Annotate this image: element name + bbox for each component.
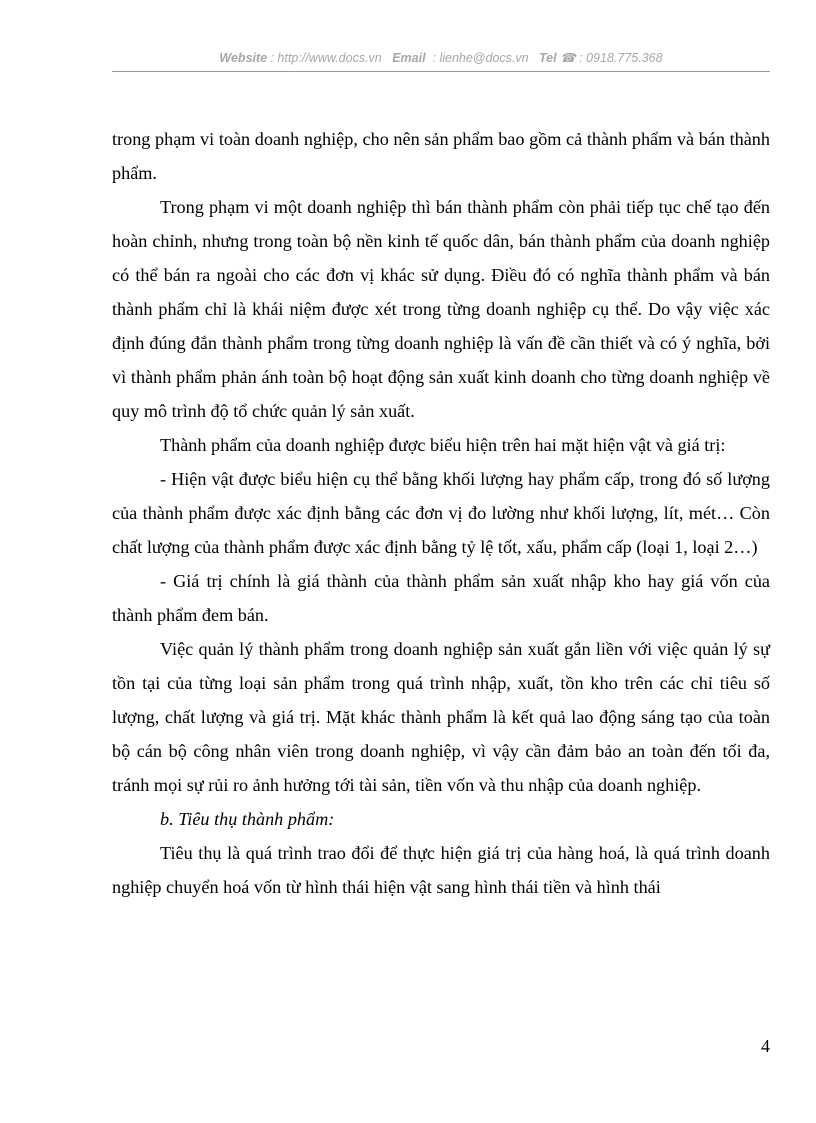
- paragraph: Việc quản lý thành phẩm trong doanh nghiệp sản xuất gắn liền với việc quản lý sự tồn tại của từng loại sản phẩm trong quá trình nhập, xuất, tồn kho trên các chỉ tiêu số lượng, chất lượng và giá trị. Mặt khác thành phẩm là kết quả lao động sáng tạo của toàn bộ cán bộ công nhân viên trong doanh nghiệp, vì vậy cần đảm bảo an toàn đến tối đa, tránh mọi sự rủi ro ảnh hưởng tới tài sản, tiền vốn và thu nhập của doanh nghiệp.: [112, 639, 770, 795]
- list-item: - Giá trị chính là giá thành của thành phẩm sản xuất nhập kho hay giá vốn của thành phẩm đem bán.: [112, 571, 770, 625]
- section-heading: b. Tiêu thụ thành phẩm:: [160, 809, 335, 829]
- paragraph: Tiêu thụ là quá trình trao đổi để thực hiện giá trị của hàng hoá, là quá trình doanh nghiệp chuyển hoá vốn từ hình thái hiện vật sang hình thái tiền và hình thái: [112, 843, 770, 897]
- body-text: [112, 122, 770, 904]
- website-url: : http://www.docs.vn: [270, 51, 382, 65]
- tel-number: : 0918.775.368: [579, 51, 663, 65]
- paragraph: trong phạm vi toàn doanh nghiệp, cho nên sản phẩm bao gồm cả thành phẩm và bán thành phẩm.: [112, 129, 770, 183]
- website-label: Website: [219, 51, 268, 65]
- paragraph: Trong phạm vi một doanh nghiệp thì bán thành phẩm còn phải tiếp tục chế tạo đến hoàn chỉnh, nhưng trong toàn bộ nền kinh tế quốc dân, bán thành phẩm của doanh nghiệp có thể bán ra ngoài cho các đơn vị khác sử dụng. Điều đó có nghĩa thành phẩm và bán thành phẩm chỉ là khái niệm được xét trong từng doanh nghiệp cụ thể. Do vậy việc xác định đúng đắn thành phẩm trong từng doanh nghiệp là vấn đề cần thiết và có ý nghĩa, bởi vì thành phẩm phản ánh toàn bộ hoạt động sản xuất kinh doanh cho từng doanh nghiệp về quy mô trình độ tổ chức quản lý sản xuất.: [112, 197, 770, 421]
- header-divider: [112, 71, 770, 72]
- page-header: [112, 50, 770, 65]
- email-address: : lienhe@docs.vn: [432, 51, 529, 65]
- list-item: - Hiện vật được biểu hiện cụ thể bằng khối lượng hay phẩm cấp, trong đó số lượng của thành phẩm được xác định bằng các đơn vị đo lường như khối lượng, lít, mét… Còn chất lượng của thành phẩm được xác định bằng tỷ lệ tốt, xấu, phẩm cấp (loại 1, loại 2…): [112, 469, 770, 557]
- tel-label: Tel: [539, 51, 557, 65]
- page-number: 4: [761, 1036, 770, 1056]
- email-label: Email: [392, 51, 426, 65]
- paragraph: Thành phẩm của doanh nghiệp được biểu hiện trên hai mặt hiện vật và giá trị:: [160, 435, 726, 455]
- phone-icon: ☎: [560, 51, 576, 65]
